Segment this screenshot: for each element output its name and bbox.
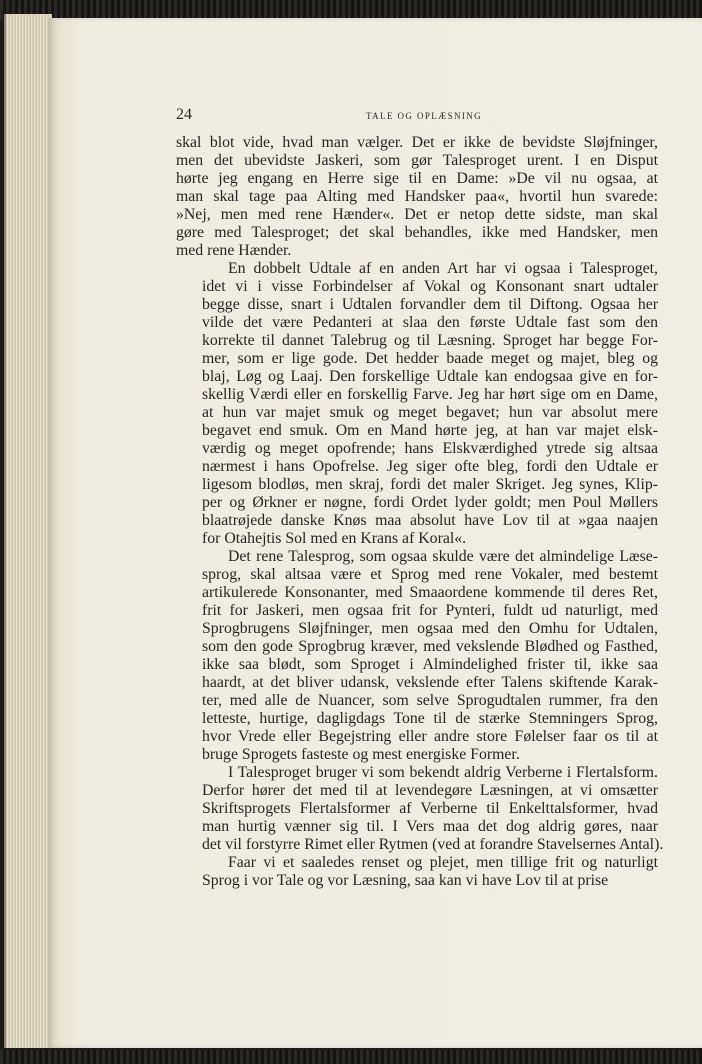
text-line: haardt, at det bliver udansk, vekslende efter Talens skiftende Karak- — [202, 674, 658, 691]
text-line: ikke saa blødt, som Sproget i Almindelighed frister til, ikke saa — [202, 656, 658, 673]
text-line: »Nej, men med rene Hænder«. Det er netop dette sidste, man skal — [176, 206, 658, 223]
text-line: korrekte til dannet Talebrug og til Læsning. Sproget har begge For- — [202, 332, 658, 349]
scanner-frame-top — [0, 0, 702, 20]
text-line: man hurtig vænner sig til. I Vers maa det dog aldrig gøres, naar — [202, 818, 658, 835]
paragraph — [176, 134, 658, 260]
text-line: vilde det være Pedanteri at slaa den første Udtale fast som den — [202, 314, 658, 331]
text-line: begavet end smuk. Om en Mand hørte jeg, at han var majet elsk- — [202, 422, 658, 439]
text-line: blaj, Løg og Laaj. Den forskellige Udtale kan endogsaa give en for- — [202, 368, 658, 385]
text-line: ter, med alle de Nuancer, som selve Sprogudtalen rummer, fra den — [202, 692, 658, 709]
text-line: at hun var majet smuk og meget begavet; hun var absolut mere — [202, 404, 658, 421]
text-line: Sprog i vor Tale og vor Læsning, saa kan vi have Lov til at prise — [202, 872, 609, 889]
text-line: mer, som er lige gode. Det hedder baade meget og majet, bleg og — [202, 350, 658, 367]
text-line: værdig og meget opofrende; hans Elskværdighed ytrede sig altsaa — [202, 440, 658, 457]
text-line: begge disse, snart i Udtalen forvandler dem til Diftong. Ogsaa her — [202, 296, 658, 313]
text-line: I Talesproget bruger vi som bekendt aldrig Verberne i Flertalsform. — [228, 764, 658, 781]
paragraph — [176, 548, 658, 764]
text-line: frit for Jaskeri, men ogsaa frit for Pynteri, fuldt ud naturligt, med — [202, 602, 658, 619]
text-line: nærmest i hans Opofrelse. Jeg siger ofte bleg, fordi den Udtale er — [202, 458, 658, 475]
text-line: skellig Værdi eller en forskellig Farve. Jeg har hørt sige om en Dame, — [202, 386, 658, 403]
text-line: med rene Hænder. — [176, 242, 292, 259]
text-line: ligesom blodløs, men skraj, fordi det maler Skriget. Jeg synes, Klip- — [202, 476, 658, 493]
page-header — [176, 106, 660, 126]
body-text — [176, 134, 664, 890]
text-line: idet vi i visse Forbindelser af Vokal og Konsonant snart udtaler — [202, 278, 658, 295]
scanner-frame-bottom — [0, 1050, 702, 1064]
paragraph — [176, 854, 658, 890]
text-line: per og Ørkner er nøgne, fordi Ordet lyder goldt; men Poul Møllers — [202, 494, 658, 511]
text-line: for Otahejtis Sol med en Krans af Koral«. — [202, 530, 467, 547]
paragraph — [176, 764, 664, 854]
book-page-edges — [4, 14, 52, 1048]
text-line: En dobbelt Udtale af en anden Art har vi ogsaa i Talesproget, — [228, 260, 658, 277]
text-line: Sprogbrugens Sløjfninger, men ogsaa med den Omhu for Udtalen, — [202, 620, 658, 637]
text-line: men det ubevidste Jaskeri, som gør Talesproget urent. I en Disput — [176, 152, 658, 169]
text-line: blaatrøjede danske Knøs maa absolut have Lov til at »gaa naajen — [202, 512, 658, 529]
page-number: 24 — [176, 106, 192, 123]
running-head: TALE OG OPLÆSNING — [366, 111, 483, 121]
text-line: som den gode Sprogbrug kræver, med vekslende Blødhed og Fasthed, — [202, 638, 658, 655]
text-line: Faar vi et saaledes renset og plejet, men tillige frit og naturligt — [228, 854, 658, 871]
text-line: letteste, hurtige, dagligdags Tone til de stærke Stemningers Sprog, — [202, 710, 658, 727]
text-line: Derfor hører det med til at levendegøre Læsningen, at vi omsætter — [202, 782, 658, 799]
text-line: hørte jeg engang en Herre sige til en Dame: »De vil nu ogsaa, at — [176, 170, 658, 187]
text-line: hvor Vrede eller Begejstring eller andre store Følelser faar os til at — [202, 728, 658, 745]
text-line: artikulerede Konsonanter, med Smaaordene kommende til deres Ret, — [202, 584, 658, 601]
text-line: man skal tage paa Alting med Handsker paa«, hvortil hun svarede: — [176, 188, 658, 205]
text-line: bruge Sprogets fasteste og mest energiske Former. — [202, 746, 520, 763]
text-line: Skriftsprogets Flertalsformer af Verberne til Enkelttalsformer, hvad — [202, 800, 658, 817]
text-line: sprog, skal altsaa være et Sprog med rene Vokaler, med bestemt — [202, 566, 658, 583]
paragraph — [176, 260, 658, 548]
text-line: skal blot vide, hvad man vælger. Det er ikke de bevidste Sløjfninger, — [176, 134, 658, 151]
text-line: gøre med Talesproget; det skal behandles, ikke med Handsker, men — [176, 224, 658, 241]
text-line: Det rene Talesprog, som ogsaa skulde være det almindelige Læse- — [228, 548, 658, 565]
text-line: det vil forstyrre Rimet eller Rytmen (ved at forandre Stavelsernes Antal). — [202, 836, 664, 853]
